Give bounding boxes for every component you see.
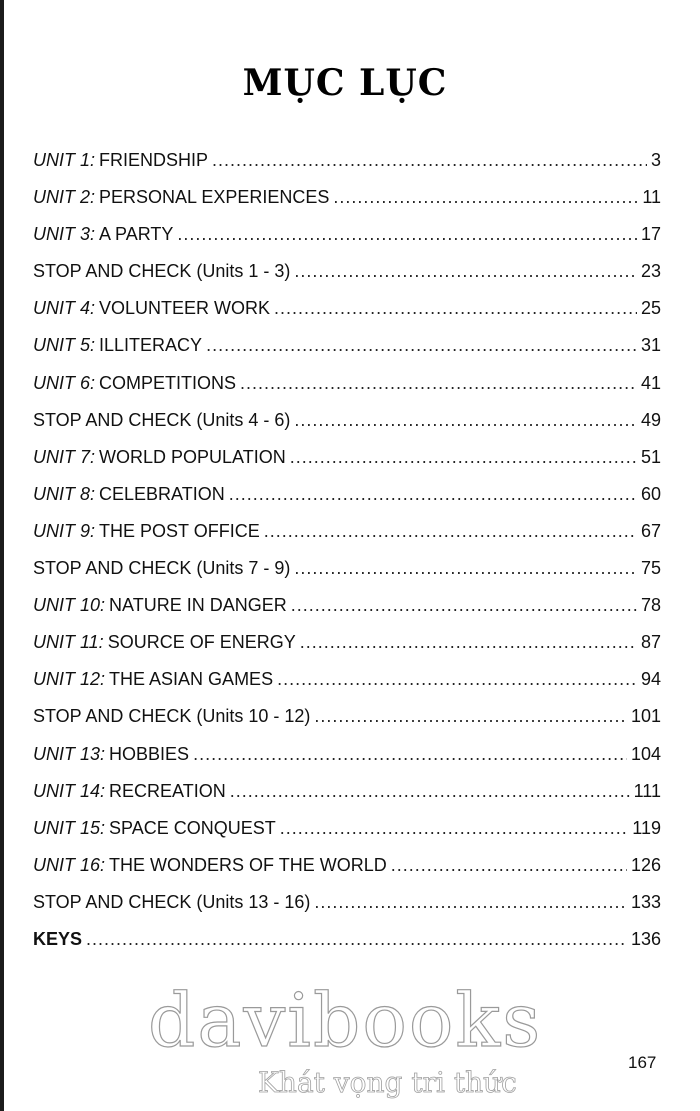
toc-page-number: 25 [640,298,661,319]
toc-unit-label: UNIT 15: [33,817,106,838]
toc-entry-title: FRIENDSHIP [99,150,209,170]
toc-entry-title: PERSONAL EXPERIENCES [99,187,330,208]
dot-leader [314,706,627,727]
toc-unit-label: UNIT 1: [33,150,96,170]
toc-page-number: 23 [640,261,661,282]
dot-leader [294,261,637,282]
toc-page-number: 41 [640,372,661,393]
toc-unit-label: UNIT 9: [33,520,96,541]
toc-unit-label: UNIT 2: [33,187,96,208]
toc-page-number: 31 [640,335,661,356]
toc-entry-title: SPACE CONQUEST [109,817,276,838]
dot-leader [193,744,627,765]
toc-entry-title: SOURCE OF ENERGY [107,632,296,653]
toc-page-number: 3 [650,150,661,170]
toc-entry-unit-1[interactable] [33,150,661,187]
toc-page-number: 87 [640,632,661,653]
toc-entry-unit-14[interactable] [33,781,661,818]
toc-entry-unit-12[interactable] [33,669,661,706]
toc-unit-label: UNIT 5: [33,335,96,356]
toc-entry-title: COMPETITIONS [99,372,237,393]
toc-entry-title: THE ASIAN GAMES [109,669,274,690]
toc-entry-title: STOP AND CHECK (Units 7 - 9) [33,558,291,579]
toc-unit-label: UNIT 8: [33,483,96,504]
dot-leader [274,298,637,319]
watermark-tagline: Khát vọng tri thức [258,1066,517,1099]
toc-entry-stop-and-check-1[interactable] [33,261,661,298]
toc-page-number: 75 [640,558,661,579]
toc-entry-title: ILLITERACY [99,335,203,356]
dot-leader [264,521,637,542]
toc-unit-label: UNIT 12: [33,669,106,690]
toc-page-number: 133 [630,891,661,912]
toc-entry-title: THE WONDERS OF THE WORLD [109,854,387,875]
toc-entry-title: STOP AND CHECK (Units 10 - 12) [33,706,311,727]
toc-entry-stop-and-check-2[interactable] [33,410,661,447]
toc-page-number: 119 [632,817,661,838]
toc-entry-unit-2[interactable] [33,187,661,224]
dot-leader [291,595,637,616]
toc-entry-title: THE POST OFFICE [99,520,260,541]
toc-entry-unit-11[interactable] [33,632,661,669]
dot-leader [300,632,637,653]
toc-entry-stop-and-check-3[interactable] [33,558,661,595]
dot-leader [280,818,629,839]
toc-entry-unit-8[interactable] [33,484,661,521]
toc-entry-stop-and-check-5[interactable] [33,892,661,929]
toc-entry-title: CELEBRATION [99,483,225,504]
toc-page-number: 60 [640,483,661,504]
toc-entry-title: STOP AND CHECK (Units 13 - 16) [33,891,311,912]
toc-entry-title: STOP AND CHECK (Units 4 - 6) [33,409,291,430]
toc-unit-label: UNIT 3: [33,224,96,245]
toc-page-number: 111 [633,780,661,801]
dot-leader [177,224,637,245]
toc-entry-unit-5[interactable] [33,335,661,372]
toc-page-number: 94 [640,669,661,690]
toc-unit-label: UNIT 11: [33,632,104,653]
toc-entry-unit-10[interactable] [33,595,661,632]
toc-page-number: 11 [642,187,661,208]
dot-leader [212,150,647,171]
toc-unit-label: UNIT 14: [33,780,106,801]
dot-leader [294,558,637,579]
toc-unit-label: UNIT 10: [33,595,106,616]
toc-entry-title: NATURE IN DANGER [109,595,287,616]
dot-leader [277,669,637,690]
toc-entry-title: RECREATION [109,780,226,801]
toc-unit-label: UNIT 4: [33,298,96,319]
dot-leader [391,855,627,876]
toc-page-number: 101 [630,706,661,727]
toc-page-number: 67 [640,520,661,541]
table-of-contents [33,150,661,966]
toc-entry-unit-9[interactable] [33,521,661,558]
toc-entry-unit-16[interactable] [33,855,661,892]
toc-page-number: 49 [640,409,661,430]
watermark-brand: davibooks [148,978,543,1064]
dot-leader [230,781,630,802]
toc-entry-unit-6[interactable] [33,373,661,410]
toc-entry-keys[interactable] [33,929,661,966]
toc-page-number: 126 [630,854,661,875]
page-edge-shadow [0,0,4,1111]
dot-leader [333,187,638,208]
toc-entry-title: STOP AND CHECK (Units 1 - 3) [33,261,291,282]
toc-entry-unit-3[interactable] [33,224,661,261]
toc-page-number: 136 [630,928,661,949]
dot-leader [314,892,627,913]
toc-entry-title: WORLD POPULATION [99,446,286,467]
toc-entry-unit-4[interactable] [33,298,661,335]
dot-leader [229,484,637,505]
page-number: 167 [628,1053,657,1072]
toc-entry-title: VOLUNTEER WORK [99,298,271,319]
toc-entry-unit-15[interactable] [33,818,661,855]
toc-entry-title: HOBBIES [109,743,190,764]
toc-page-number: 17 [640,224,661,245]
toc-entry-stop-and-check-4[interactable] [33,706,661,743]
toc-entry-title: A PARTY [99,224,174,245]
toc-entry-title: KEYS [33,928,83,949]
toc-entry-unit-7[interactable] [33,447,661,484]
toc-unit-label: UNIT 13: [33,743,106,764]
toc-unit-label: UNIT 7: [33,446,96,467]
dot-leader [240,373,637,394]
dot-leader [206,335,637,356]
toc-unit-label: UNIT 16: [33,854,106,875]
toc-page-number: 104 [630,743,661,764]
toc-page-number: 78 [640,595,661,616]
dot-leader [294,410,637,431]
page-title: MỤC LỤC [242,62,448,104]
dot-leader [290,447,637,468]
toc-unit-label: UNIT 6: [33,372,96,393]
toc-page-number: 51 [640,446,661,467]
dot-leader [86,929,627,950]
toc-entry-unit-13[interactable] [33,744,661,781]
